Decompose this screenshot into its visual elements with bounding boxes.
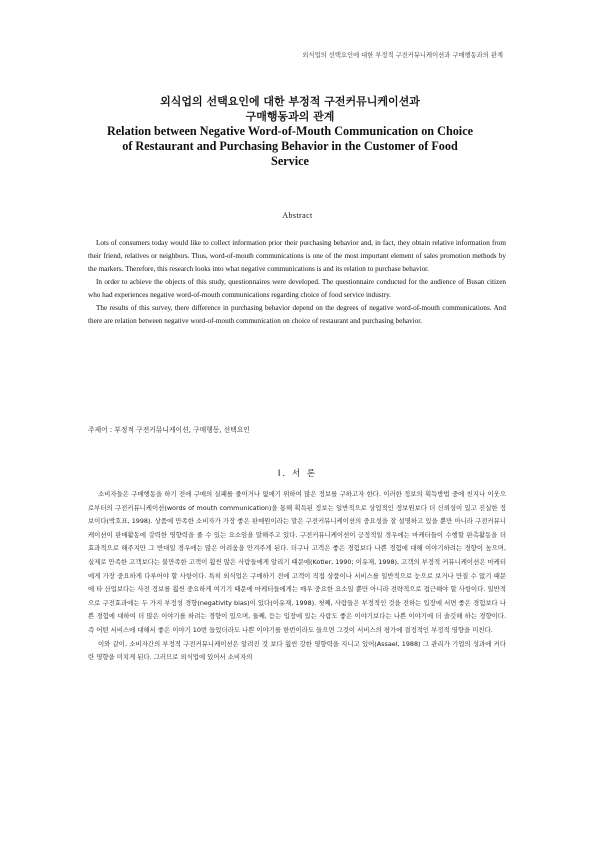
- body-paragraph: 소비자들은 구매행동을 하기 전에 구매의 실패를 줄이거나 없애기 위하여 많은 정보를 구하고자 한다. 이러한 정보의 획득방법 중에 친지나 이웃으로부터의 구전커뮤니케이션(words of mouth communication)을 통해 획득된 정보는 일반적으로 상업적인 정보원보다 더 신뢰성이 있고 진실한 정보이다(박호표, 1998). 상품에 만족한 소비자가 가장 좋은 판매원이라는 말은 구전커뮤니케이션의 중요성을 잘 설명하고 있을 뿐만 아니라 구전커뮤니케이션이 판매활동에 강력한 영향력을 줄 수 있는 요소임을 말해주고 있다. 구전커뮤니케이션이 긍정적일 경우에는 마케터들이 수행할 판촉활동을 더 효과적으로 해주지만 그 반대일 경우에는 많은 어려움을 안겨주게 된다. 더구나 고객은 좋은 경험보다 나쁜 경험에 대해 이야기하려는 경향이 높으며, 실제로 만족한 고객보다는 불만족한 고객이 훨씬 많은 사람들에게 알리기 때문에(Kotler, 1990; 이유재, 1998), 고객의 부정적 커뮤니케이션은 마케터에게 가장 중요하게 다루어야 할 사항이다. 특히 외식업은 구매하기 전에 고객이 직접 상품이나 서비스를 일반적으로 눈으로 보거나 만질 수 없기 때문에 타 산업보다는 사전 정보를 훨씬 중요하게 여기기 때문에 마케터들에게는 매우 중요한 요소일 뿐만 아니라 전략적으로 접근해야 할 사항이다. 일반적으로 구전효과에는 두 가지 부정성 경향(negativity bias)이 있다(이유재, 1998). 첫째, 사람들은 부정적인 것을 전하는 입장에 서면 좋은 경험보다 나쁜 경험에 대하여 더 많은 이야기를 하려는 경향이 있으며, 둘째, 듣는 입장에 있는 사람도 좋은 이야기보다는 나쁜 이야기에 더 솔깃해 하는 경향이다. 즉 어떤 서비스에 대해서 좋은 이야기 10번 들었더라도 나쁜 이야기를 한번이라도 들으면 그것이 서비스의 평가에 결정적인 부정적 영향을 미친다.: [88, 490, 506, 634]
- introduction-body: [88, 488, 506, 665]
- abstract-paragraph: Lots of consumers today would like to collect information prior their purchasing behavior and, in fact, they obtain relative information from their friend, relatives or neighbors. Thus, word-of-mouth communications is one of the most important element of sales promotion methods by the markers. Therefore, this research looks into what negative communications is and its relation to purchase behavior.: [88, 239, 506, 273]
- body-paragraph: 이와 같이, 소비자간의 부정적 구전커뮤니케이션은 알려진 것 보다 훨씬 강한 영향력을 지니고 있어(Assael, 1988) 그 관리가 기업의 성과에 커다란 영향을 미치게 된다. 그러므로 외식업에 있어서 소비자의: [88, 639, 506, 662]
- korean-title-line-2: 구매행동과의 관계: [245, 110, 335, 123]
- english-title-line-1: Relation between Negative Word-of-Mouth Communication on Choice: [106, 124, 474, 138]
- abstract-paragraph: The results of this survey, there difference in purchasing behavior depend on the degrees of negative word-of-mouth communications. And there are relation between negative word-of-mouth communication on choice of restaurant and purchasing behavior.: [88, 304, 506, 325]
- abstract-heading: Abstract: [282, 211, 313, 220]
- english-title-line-3: Service: [271, 154, 309, 168]
- abstract-paragraph: In order to achieve the objects of this study, questionnaires were developed. The questionnaire conducted for the audience of Busan citizen who had experiences negative word-of-mouth communications regarding choice of food service industry.: [88, 278, 506, 299]
- running-head: 외식업의 선택요인에 대한 부정적 구전커뮤니케이션과 구매행동과의 관계: [302, 52, 503, 59]
- abstract-body: [88, 237, 506, 328]
- keywords: 주제어 : 부정적 구전커뮤니케이션, 구매행동, 선택요인: [88, 426, 250, 434]
- korean-title-line-1: 외식업의 선택요인에 대한 부정적 구전커뮤니케이션과: [160, 95, 420, 108]
- section-heading-introduction: Ⅰ. 서 론: [277, 469, 318, 479]
- english-title-line-2: of Restaurant and Purchasing Behavior in the Customer of Food: [122, 139, 458, 153]
- title-block: [80, 94, 500, 169]
